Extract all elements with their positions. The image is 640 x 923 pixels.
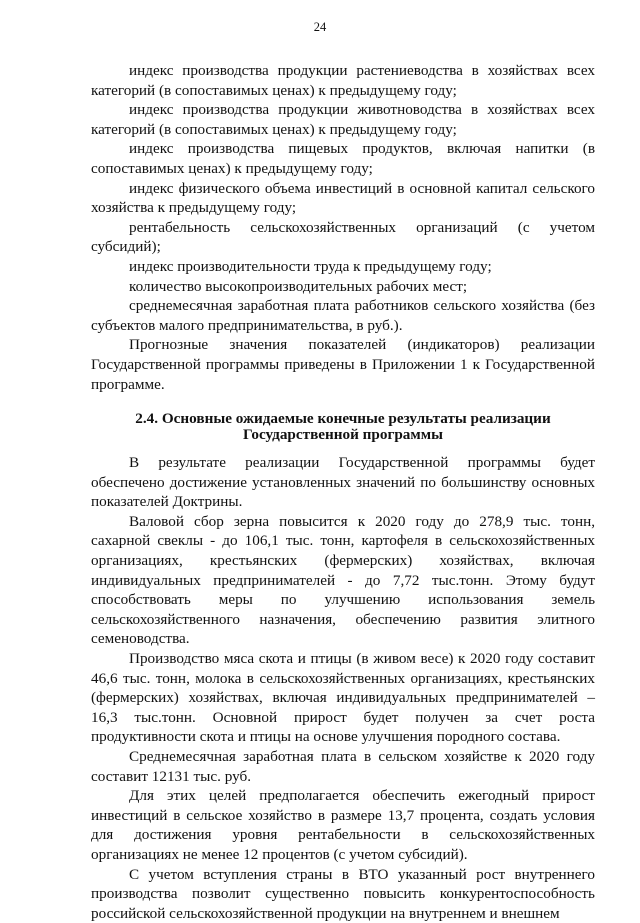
section-heading-line2: Государственной программы [243,426,443,444]
paragraph-investments: Для этих целей предполагается обеспечить ежегодный прирост инвестиций в сельское хозяйство в размере 13,7 процента, создать условия для достижения уровня рентабельности в сельскохозяйственных организациях не менее 12 процентов (с учетом субсидий). [91,787,595,863]
section-heading [91,411,595,443]
page-number: 24 [313,20,327,34]
list-item-average-salary: среднемесячная заработная плата работников сельского хозяйства (без субъектов малого предпринимательства, в руб.). [91,297,595,334]
paragraph-grain-harvest: Валовой сбор зерна повысится к 2020 году до 278,9 тыс. тонн, сахарной свеклы - до 106,1 тыс. тонн, картофеля в сельскохозяйственных организациях, крестьянских (фермерских) хозяйствах, включая индивидуальных предпринимателей - до 7,72 тыс.тонн. Этому будут способствовать меры по улучшению использования земель сельскохозяйственного назначения, обеспечению развития элитного семеноводства. [91,512,595,648]
paragraph-wto: С учетом вступления страны в ВТО указанный рост внутреннего производства позволит существенно повысить конкурентоспособность российской сельскохозяйственной продукции на внутреннем и внешнем [91,865,595,922]
forecast-paragraph: Прогнозные значения показателей (индикаторов) реализации Государственной программы приведены в Приложении 1 к Государственной программе. [91,336,595,393]
page-content [91,61,595,923]
list-item-high-productivity-jobs: количество высокопроизводительных рабочих мест; [129,277,468,295]
paragraph-salary: Среднемесячная заработная плата в сельском хозяйстве к 2020 году составит 12131 тыс. руб. [91,748,595,785]
list-item-production-livestock: индекс производства продукции животноводства в хозяйствах всех категорий (в сопоставимых ценах) к предыдущему году; [91,101,595,138]
list-item-profitability: рентабельность сельскохозяйственных организаций (с учетом субсидий); [91,218,595,256]
list-item-production-crop: индекс производства продукции растениеводства в хозяйствах всех категорий (в сопоставимых ценах) к предыдущему году; [91,62,595,99]
section-heading-line1: 2.4. Основные ожидаемые конечные результаты реализации [135,410,551,428]
list-item-production-food: индекс производства пищевых продуктов, включая напитки (в сопоставимых ценах) к предыдущему году; [91,140,595,177]
list-item-labor-productivity: индекс производительности труда к предыдущему году; [129,257,492,275]
list-item-investment-index: индекс физического объема инвестиций в основной капитал сельского хозяйства к предыдущему году; [91,179,595,217]
paragraph-meat-milk: Производство мяса скота и птицы (в живом весе) к 2020 году составит 46,6 тыс. тонн, молока в сельскохозяйственных организациях, крестьянских (фермерских) хозяйствах, включая индивидуальных предпринимателей – 16,3 тыс.тонн. Основной прирост будет получен за счет роста продуктивности скота и птицы на основе улучшения породного состава. [91,650,595,746]
paragraph-results-intro: В результате реализации Государственной программы будет обеспечено достижение установленных значений по большинству основных показателей Доктрины. [91,454,595,511]
